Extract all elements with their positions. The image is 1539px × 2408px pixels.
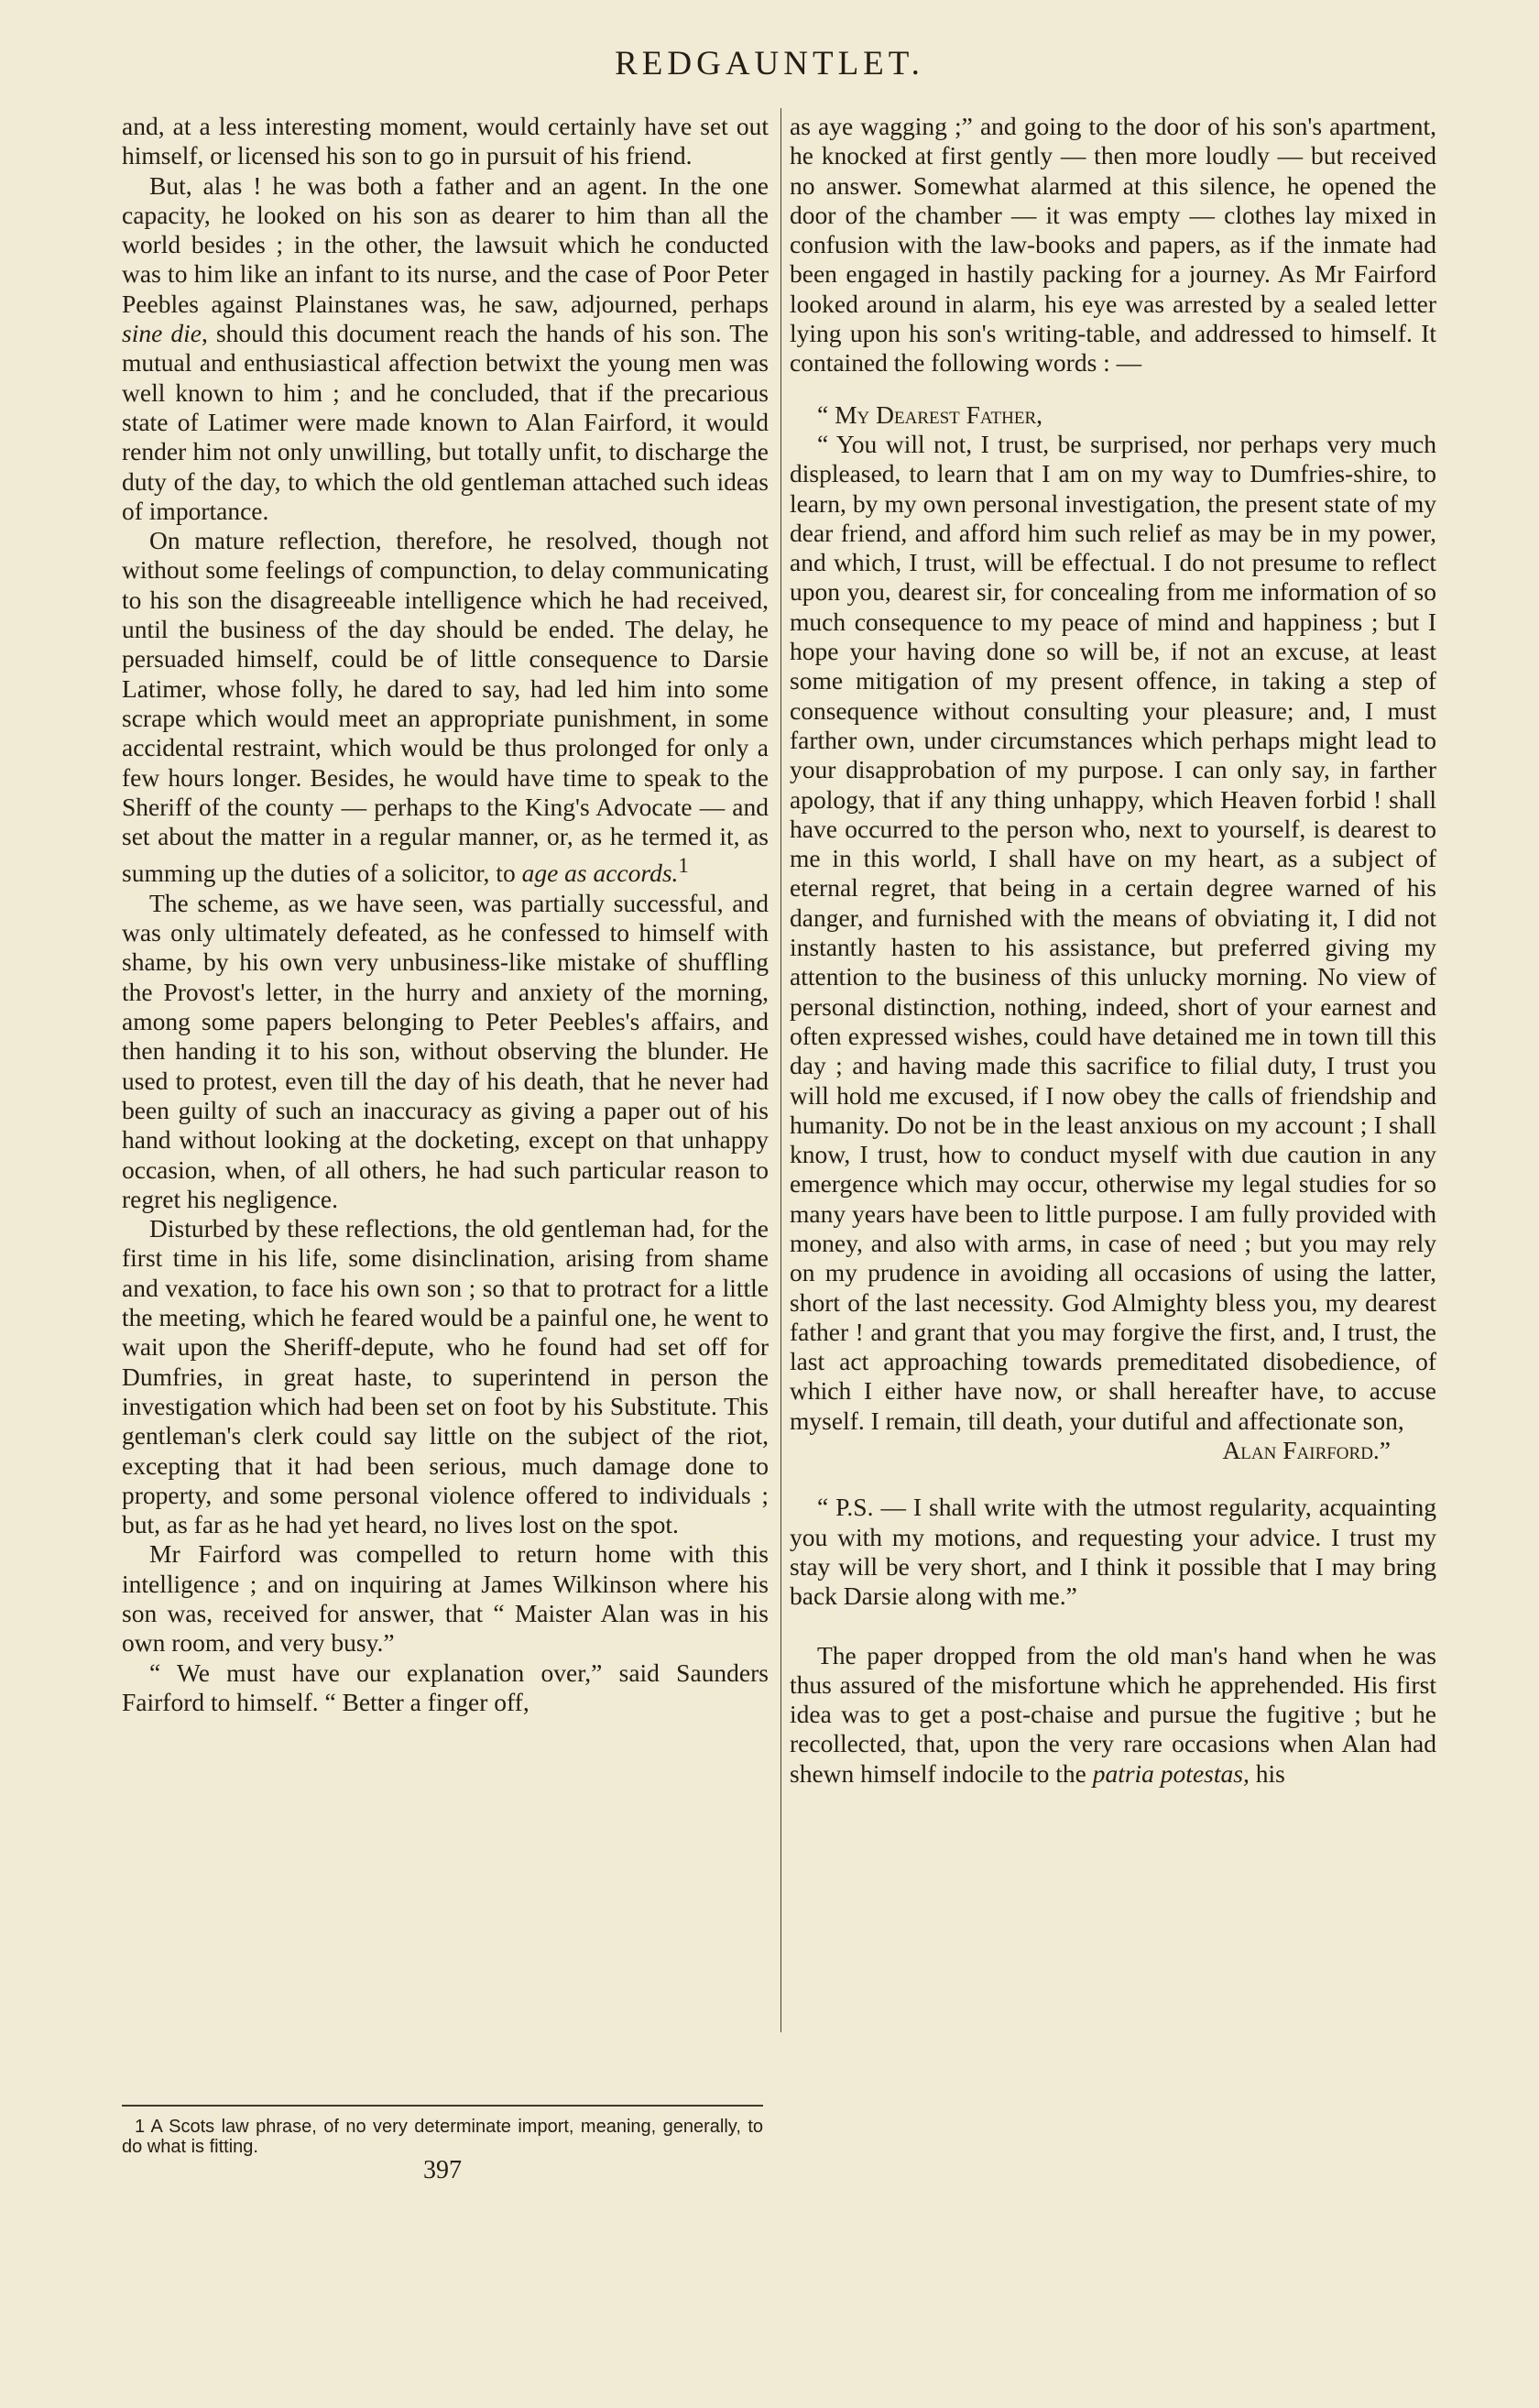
letter-salutation: “ My Dearest Father, [817, 400, 1043, 429]
paragraph: Disturbed by these reflections, the old gentleman had, for the first time in his life, some disinclination, arising from shame and vexation, to face his own son ; so that to protract for a little the meeting, which he feared would be a painful one, he went to wait upon the Sheriff-depute, who he found had set off for Dumfries, in great haste, to superintend in person the investigation which had been set on foot by his Substitute. This gentleman's clerk could say little on the subject of the riot, excepting that it had been serious, much damage done to property, and some personal violence offered to individuals ; but, as far as he had yet heard, no lives lost on the spot. [122, 1214, 769, 1539]
footnote: 1 A Scots law phrase, of no very determinate import, meaning, generally, to do what is fitting. [122, 2117, 763, 2157]
paragraph: and, at a less interesting moment, would certainly have set out himself, or licensed his son to go in pursuit of his friend. [122, 112, 769, 170]
column-divider [780, 108, 781, 2032]
right-column [790, 112, 1436, 1789]
italic-phrase: sine die [122, 319, 202, 348]
italic-phrase: patria potestas, [1092, 1758, 1250, 1788]
letter-body: “ You will not, I trust, be surprised, nor perhaps very much displeased, to learn that I am on my way to Dumfries-shire, to learn, by my own personal investigation, the present state of my dear friend, and afford him such relief as may be in my power, and which, I trust, will be effectual. I do not presume to reflect upon you, dearest sir, for concealing from me information of so much consequence to my peace of mind and happiness ; but I hope your having done so will be, if not an excuse, at least some mitigation of my present offence, in taking a step of consequence without consulting your pleasure; and, I must farther own, under circumstances which perhaps might lead to your disapprobation of my purpose. I can only say, in farther apology, that if any thing unhappy, which Heaven forbid ! shall have occurred to the person who, next to yourself, is dearest to me in this world, I shall have on my heart, as a subject of eternal regret, that being in a certain degree warned of his danger, and furnished with the means of obviating it, I did not instantly hasten to his assistance, but preferred giving my attention to the business of this unlucky morning. No view of personal distinction, nothing, indeed, short of your earnest and often expressed wishes, could have detained me in town till this day ; and having made this sacrifice to filial duty, I trust you will hold me excused, if I now obey the calls of friendship and humanity. Do not be in the least anxious on my account ; I shall know, I trust, how to conduct myself with due caution in any emergence which may occur, otherwise my legal studies for so many years have been to little purpose. I am fully provided with money, and also with arms, in case of need ; but you may rely on my prudence in avoiding all occasions of using the latter, short of the last necessity. God Almighty bless you, my dearest father ! and grant that you may forgive the first, and, I trust, the last act approaching towards premeditated disobedience, of which I either have now, or shall hereafter have, to accuse myself. I remain, till death, your dutiful and affectionate son, [790, 429, 1436, 1435]
italic-phrase: age as accords. [521, 859, 679, 888]
paragraph: as aye wagging ;” and going to the door of his son's apartment, he knocked at first gently — then more loudly — but received no answer. Somewhat alarmed at this silence, he opened the door of the chamber — it was empty — clothes lay mixed in confusion with the law-books and papers, as if the inmate had been engaged in hastily packing for a journey. As Mr Fairford looked around in alarm, his eye was arrested by a sealed letter lying upon his son's writing-table, and addressed to himself. It contained the following words : — [790, 112, 1436, 378]
letter-signature: Alan Fairford.” [1222, 1436, 1391, 1465]
paragraph: Mr Fairford was compelled to return home with this intelligence ; and on inquiring at James Wilkinson where his son was, received for answer, that “ Maister Alan was in his own room, and very busy.” [122, 1539, 769, 1658]
footnote-rule [122, 2105, 763, 2107]
letter-postscript: “ P.S. — I shall write with the utmost regularity, acquainting you with my motions, and requesting your advice. I trust my stay will be very short, and I think it possible that I may bring back Darsie along with me.” [790, 1493, 1436, 1611]
paragraph: The paper dropped from the old man's hand when he was thus assured of the misfortune which he apprehended. His first idea was to get a post-chaise and pursue the fugitive ; but he recollected, that, upon the very rare occasions when Alan had shewn himself indocile to the patria potestas, his [790, 1640, 1436, 1788]
page-number: 397 [423, 2156, 462, 2184]
paragraph: But, alas ! he was both a father and an agent. In the one capacity, he looked on his son as dearer to him than all the world besides ; in the other, the lawsuit which he conducted was to him like an infant to its nurse, and the case of Poor Peter Peebles against Plainstanes was, he saw, adjourned, perhaps sine die, should this document reach the hands of his son. The mutual and enthusiastical affection betwixt the young men was well known to him ; and he concluded, that if the precarious state of Latimer were made known to Alan Fairford, it would render him not only unwilling, but totally unfit, to discharge the duty of the day, to which the old gentleman attached such ideas of importance. [122, 170, 769, 525]
running-head: REDGAUNTLET. [615, 45, 924, 82]
paragraph: “ We must have our explanation over,” said Saunders Fairford to himself. “ Better a finger off, [122, 1658, 769, 1716]
left-column [122, 112, 769, 1717]
paragraph: The scheme, as we have seen, was partially successful, and was only ultimately defeated, as he confessed to himself with shame, by his own very unbusiness-like mistake of shuffling the Provost's letter, in the hurry and anxiety of the morning, among some papers belonging to Peter Peebles's affairs, and then handing it to his son, without observing the blunder. He used to protest, even till the day of his death, that he never had been guilty of such an inaccuracy as giving a paper out of his hand without looking at the docketing, except on that unhappy occasion, when, of all others, he had such particular reason to regret his negligence. [122, 888, 769, 1213]
paragraph: On mature reflection, therefore, he resolved, though not without some feelings of compunction, to delay communicating to his son the disagreeable intelligence which he had received, until the business of the day should be ended. The delay, he persuaded himself, could be of little consequence to Darsie Latimer, whose folly, he dared to say, had led him into some scrape which would meet an appropriate punishment, in some accidental restraint, which would be thus prolonged for only a few hours longer. Besides, he would have time to speak to the Sheriff of the county — perhaps to the King's Advocate — and set about the matter in a regular manner, or, as he termed it, as summing up the duties of a solicitor, to age as accords.$^1$ [122, 526, 769, 888]
footnote-marker: 1 [678, 854, 689, 878]
